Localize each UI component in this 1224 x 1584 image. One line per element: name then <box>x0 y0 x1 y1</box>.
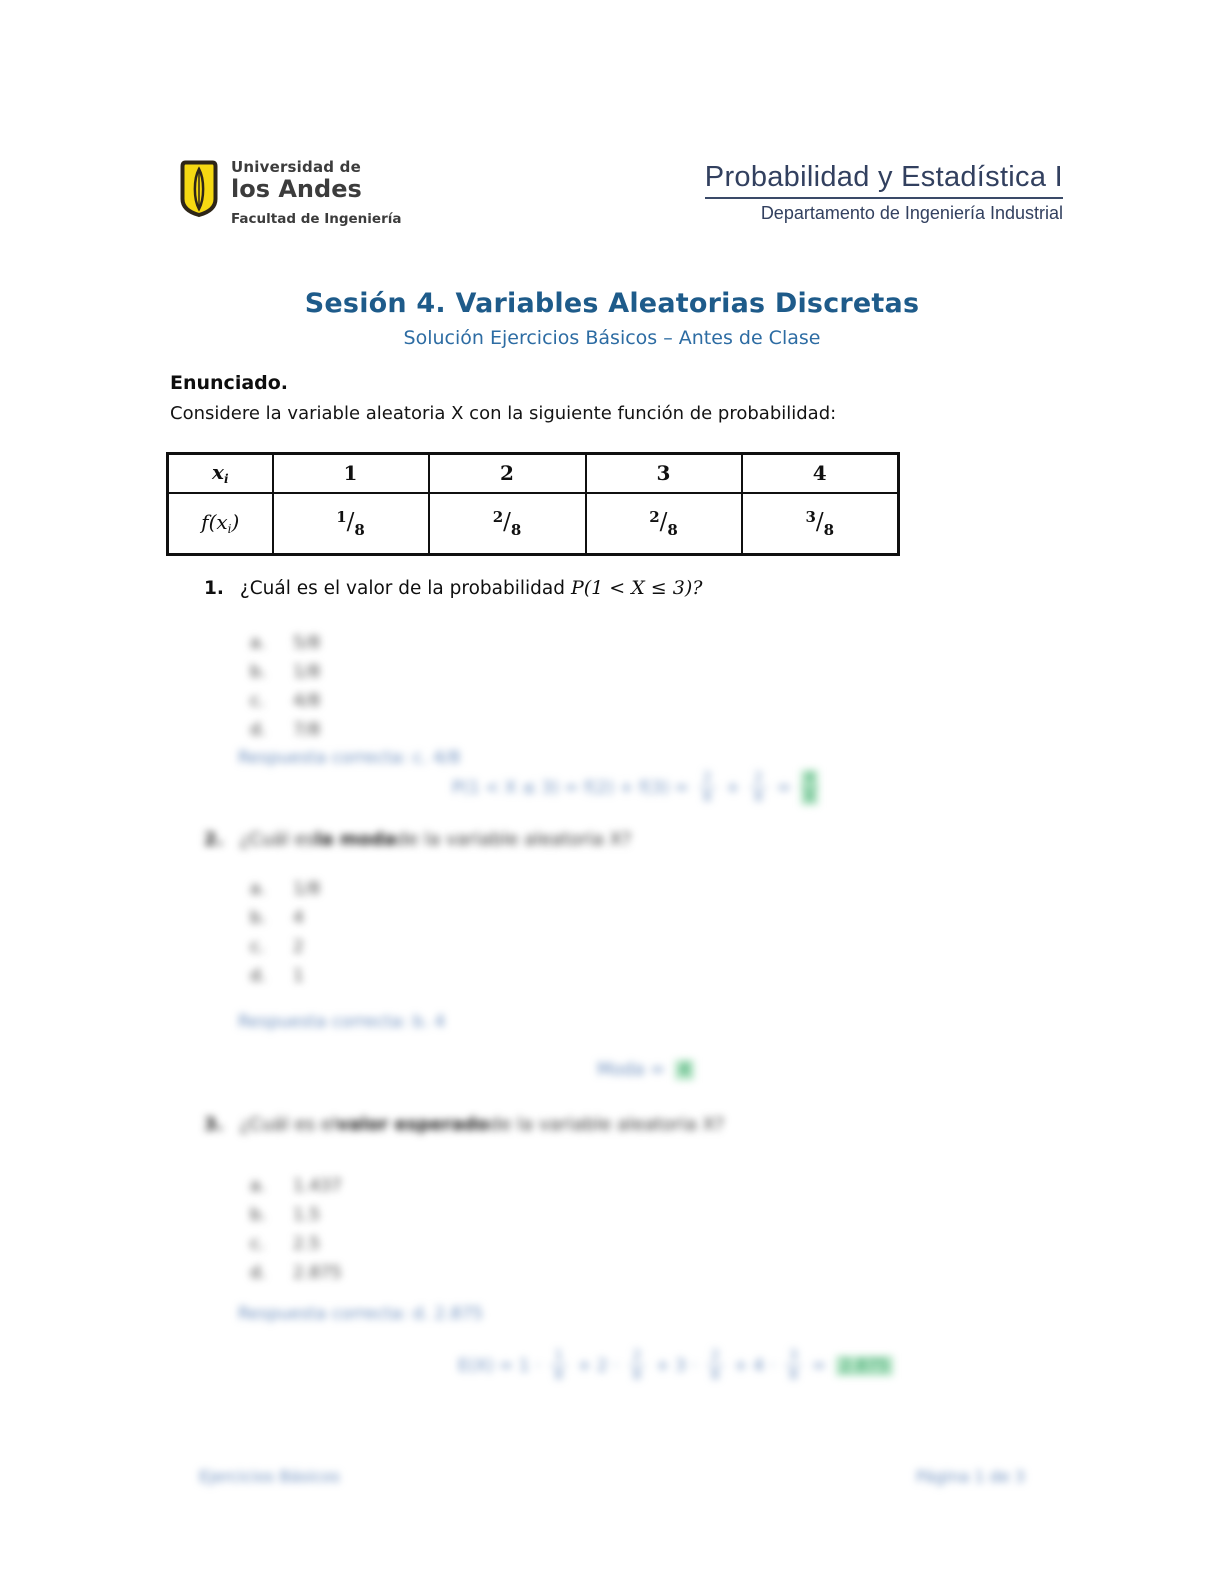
table-cell-x4: 4 <box>742 454 899 493</box>
logo-university-line2: los Andes <box>231 174 362 203</box>
option-row: d. 7/8 <box>250 720 321 740</box>
option-row: a. 1/8 <box>250 879 321 899</box>
probability-table <box>166 452 900 556</box>
question-3-answer: Respuesta correcta: d. 2.875 <box>238 1304 484 1324</box>
fraction: $\frac{2}{8}$ <box>707 1348 724 1383</box>
question-1-answer: Respuesta correcta: c. 4/8 <box>238 748 461 768</box>
option-row: c. 2 <box>250 937 304 957</box>
question-1-stem <box>204 577 702 599</box>
table-cell-fx2: $^2/_8$ <box>429 493 586 555</box>
option-row: a. 1.437 <box>250 1176 342 1196</box>
option-row: b. 1/8 <box>250 662 321 682</box>
fraction: $\frac{2}{8}$ <box>750 770 767 805</box>
table-row-fx <box>168 493 899 555</box>
table-label-fx: $f(x_i)$ <box>168 493 273 555</box>
table-cell-fx4: $^3/_8$ <box>742 493 899 555</box>
course-header <box>705 162 1063 224</box>
question-1-number: 1. <box>204 578 224 599</box>
table-cell-fx1: $^1/_8$ <box>273 493 429 555</box>
fraction: $\frac{3}{8}$ <box>785 1348 802 1383</box>
question-3-options <box>250 1176 342 1292</box>
logo-faculty: Facultad de Ingeniería <box>231 210 402 227</box>
option-row: b. 4 <box>250 908 304 928</box>
question-1-options <box>250 633 320 749</box>
university-shield-icon <box>180 160 218 222</box>
question-3-stem: 3. ¿Cuál es el valor esperado de la variable aleatoria X? <box>204 1114 725 1135</box>
page-subtitle: Solución Ejercicios Básicos – Antes de Clase <box>403 327 821 349</box>
option-row: b. 1.5 <box>250 1205 321 1225</box>
highlighted-result: 4 <box>675 1060 694 1080</box>
footer-left: Ejercicios Básicos <box>199 1467 340 1486</box>
fraction: $\frac{1}{8}$ <box>550 1348 567 1383</box>
table-cell-x2: 2 <box>429 454 586 493</box>
fraction: $\frac{2}{8}$ <box>629 1348 646 1383</box>
university-logo <box>180 160 401 227</box>
option-row: d. 1 <box>250 966 304 986</box>
question-1-text: ¿Cuál es el valor de la probabilidad <box>239 578 565 599</box>
highlighted-result-fraction: $\frac{4}{8}$ <box>801 770 818 805</box>
option-row: a. 5/8 <box>250 633 321 653</box>
question-2-answer: Respuesta correcta: b. 4 <box>238 1012 446 1032</box>
table-cell-x3: 3 <box>586 454 742 493</box>
footer-right-page-number: Página 1 de 3 <box>916 1467 1025 1486</box>
course-title: Probabilidad y Estadística I <box>705 162 1063 199</box>
question-2-options <box>250 879 320 995</box>
option-row: d. 2.875 <box>250 1263 342 1283</box>
table-cell-fx3: $^2/_8$ <box>586 493 742 555</box>
statement-text: Considere la variable aleatoria X con la siguiente función de probabilidad: <box>170 403 837 424</box>
logo-university-line1: Universidad de <box>231 158 361 176</box>
fraction: $\frac{2}{8}$ <box>699 770 716 805</box>
table-label-x: $x_i$ <box>168 454 273 493</box>
question-1-solution-formula: P(1 < X ≤ 3) = f(2) + f(3) = $\frac{2}{8}$ + $\frac{2}{8}$ = $\frac{4}{8}$ <box>452 770 818 805</box>
statement-heading: Enunciado. <box>170 372 289 394</box>
table-cell-x1: 1 <box>273 454 429 493</box>
course-department: Departamento de Ingeniería Industrial <box>760 202 1063 223</box>
option-row: c. 2.5 <box>250 1234 321 1254</box>
option-row: c. 4/8 <box>250 691 321 711</box>
question-3-number: 3. <box>204 1114 224 1135</box>
question-2-solution-formula: Moda = 4 <box>597 1060 694 1080</box>
question-2-number: 2. <box>204 829 224 850</box>
question-1-math: P(1 < X ≤ 3)? <box>570 577 703 599</box>
highlighted-result: 2.875 <box>836 1356 893 1376</box>
question-2-stem: 2. ¿Cuál es la moda de la variable aleatoria X? <box>204 829 632 850</box>
page-title: Sesión 4. Variables Aleatorias Discretas <box>304 288 920 319</box>
table-row-x <box>168 454 899 493</box>
question-3-solution-formula: E(X) = 1 · $\frac{1}{8}$ + 2 · $\frac{2}{8}$ + 3 · $\frac{2}{8}$ + 4 · $\frac{3}{8}$ = 2.875 <box>458 1348 893 1383</box>
